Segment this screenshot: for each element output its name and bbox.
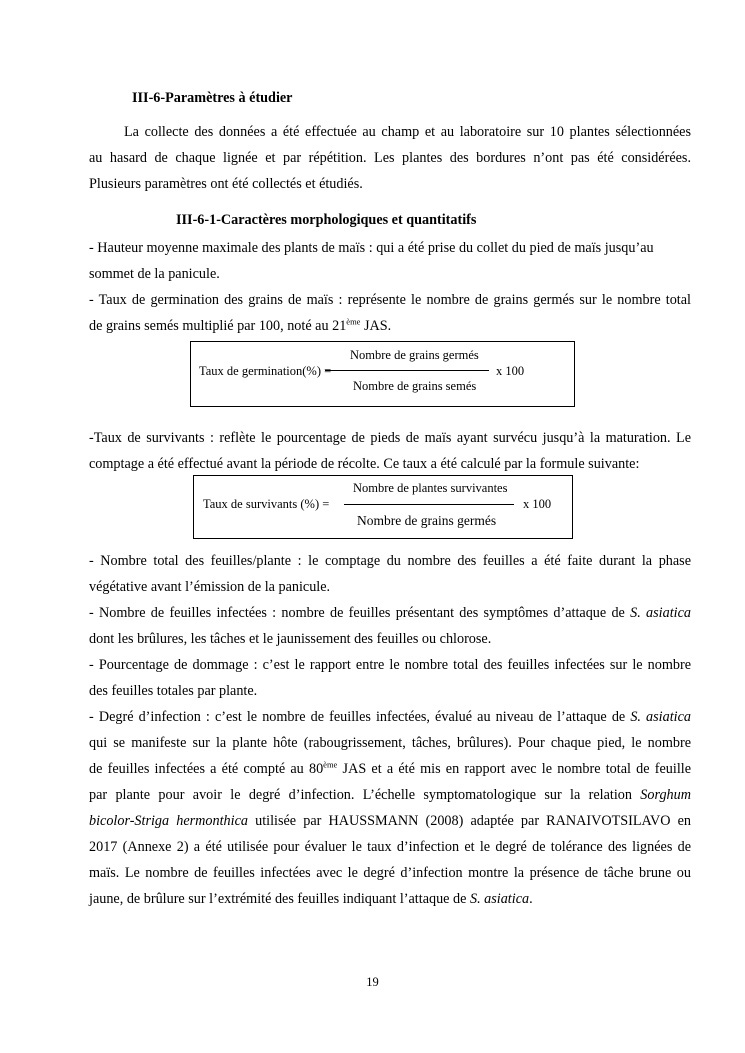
degre-text: jaune, de brûlure sur l’extrémité des feuilles indiquant l’attaque de xyxy=(89,891,470,907)
fraction-bar xyxy=(325,370,489,371)
degre-line-8 xyxy=(89,889,691,909)
degre-line-6: 2017 (Annexe 2) a été utilisée pour évaluer le taux d’infection et le degré de tolérance des lignées de xyxy=(89,839,691,855)
formula-denominator: Nombre de grains semés xyxy=(353,379,477,393)
degre-superscript: ème xyxy=(323,759,338,770)
species-name: Sorghum xyxy=(640,787,691,803)
germination-formula-box xyxy=(190,341,575,407)
formula-numerator: Nombre de plantes survivantes xyxy=(353,481,508,495)
hauteur-line-2: sommet de la panicule. xyxy=(89,266,220,282)
formula-numerator: Nombre de grains germés xyxy=(350,348,479,362)
degre-text-end: . xyxy=(529,891,533,907)
intro-line-3: Plusieurs paramètres ont été collectés et étudiés. xyxy=(89,176,363,192)
feuilles-line-1: - Nombre total des feuilles/plante : le comptage du nombre des feuilles a été faite durant la phase xyxy=(89,553,691,569)
hauteur-line-1: - Hauteur moyenne maximale des plants de maïs : qui a été prise du collet du pied de maïs jusqu’au xyxy=(89,240,654,256)
fraction-bar xyxy=(344,504,514,505)
degre-text: par plante pour avoir le degré d’infection. L’échelle symptomatologique sur la relation xyxy=(89,787,641,803)
intro-line-2: au hasard de chaque lignée et par répétition. Les plantes des bordures n’ont pas été considérées. xyxy=(89,150,691,166)
degre-line-7: maïs. Le nombre de feuilles infectées avec le degré d’infection montre la présence de tâche brune ou xyxy=(89,865,691,881)
degre-line-3 xyxy=(89,759,691,779)
formula-label: Taux de survivants (%) = xyxy=(203,497,330,511)
species-relation: bicolor-Striga hermonthica xyxy=(89,813,248,829)
degre-text: utilisée par HAUSSMANN (2008) adaptée par RANAIVOTSILAVO en xyxy=(247,813,691,829)
dommage-line-2: des feuilles totales par plante. xyxy=(89,683,258,699)
section-heading: III-6-Paramètres à étudier xyxy=(132,90,293,106)
page-number: 19 xyxy=(366,975,379,989)
formula-multiplier: x 100 xyxy=(496,364,525,378)
germination-line-2 xyxy=(89,316,691,336)
feuilles-line-2: végétative avant l’émission de la panicule. xyxy=(89,579,331,595)
formula-denominator: Nombre de grains germés xyxy=(357,513,497,528)
degre-line-5 xyxy=(89,811,691,831)
formula-label: Taux de germination(%) = xyxy=(199,364,332,378)
germination-superscript: ème xyxy=(346,316,361,327)
subsection-heading: III-6-1-Caractères morphologiques et quantitatifs xyxy=(176,212,477,228)
germination-text: de grains semés multiplié par 100, noté au 21 xyxy=(89,318,347,334)
degre-text: - Degré d’infection : c’est le nombre de feuilles infectées, évalué au niveau de l’attaque de xyxy=(89,709,631,725)
degre-line-1 xyxy=(89,707,691,727)
degre-line-4 xyxy=(89,785,691,805)
species-name: S. asiatica xyxy=(630,605,691,621)
survivants-formula-box xyxy=(193,475,573,539)
degre-line-2: qui se manifeste sur la plante hôte (rabougrissement, tâches, brûlures). Pour chaque pied, le nombre xyxy=(89,735,691,751)
formula-multiplier: x 100 xyxy=(523,497,552,511)
survivants-line-2: comptage a été effectué avant la période de récolte. Ce taux a été calculé par la formule suivante: xyxy=(89,456,640,472)
dommage-line-1: - Pourcentage de dommage : c’est le rapport entre le nombre total des feuilles infectées sur le nombre xyxy=(89,657,691,673)
infectees-line-2: dont les brûlures, les tâches et le jaunissement des feuilles ou chlorose. xyxy=(89,631,492,647)
intro-line-1: La collecte des données a été effectuée au champ et au laboratoire sur 10 plantes sélectionnées xyxy=(124,124,691,140)
degre-text: de feuilles infectées a été compté au 80 xyxy=(89,761,324,777)
species-name: S. asiatica xyxy=(630,709,691,725)
species-name: S. asiatica xyxy=(469,891,530,907)
infectees-line-1 xyxy=(89,603,691,623)
degre-text-end: JAS et a été mis en rapport avec le nombre total de feuille xyxy=(337,761,691,777)
germination-text-end: JAS. xyxy=(360,318,392,334)
infectees-text: - Nombre de feuilles infectées : nombre de feuilles présentant des symptômes d’attaque de xyxy=(89,605,631,621)
survivants-line-1: -Taux de survivants : reflète le pourcentage de pieds de maïs ayant survécu jusqu’à la maturation. Le xyxy=(89,430,691,446)
germination-line-1: - Taux de germination des grains de maïs : représente le nombre de grains germés sur le nombre total xyxy=(89,292,691,308)
